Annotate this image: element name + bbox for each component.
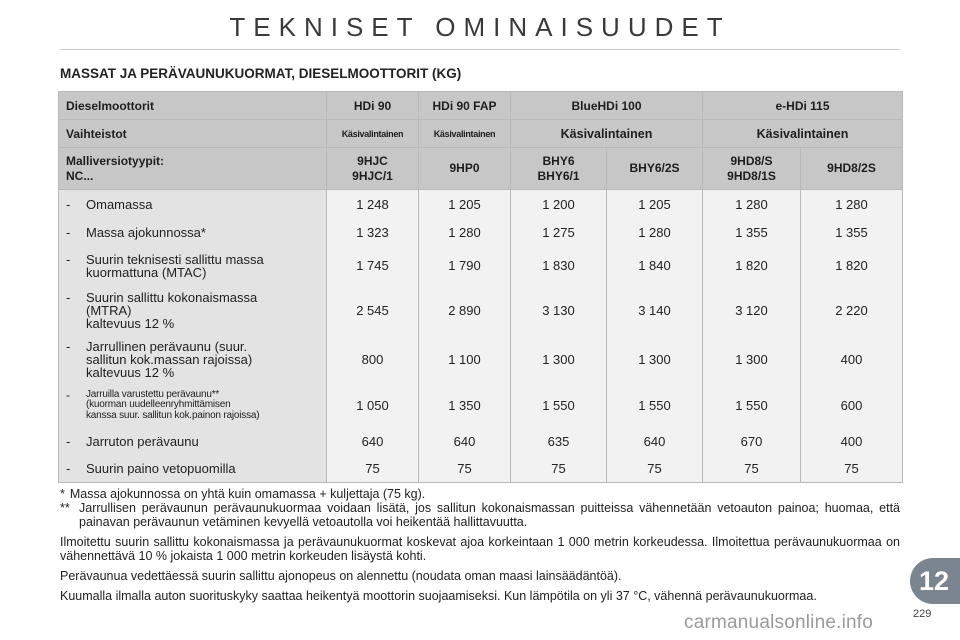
row-dash: - — [66, 251, 71, 267]
header-gearbox-2: Käsivalintainen — [419, 120, 511, 148]
row-label-line: Jarruton perävaunu — [86, 433, 199, 449]
table-cell: 1 300 — [511, 335, 607, 384]
table-cell: 400 — [801, 335, 903, 384]
table-cell: 1 840 — [607, 246, 703, 286]
table-cell: 3 140 — [607, 286, 703, 335]
table-cell: 75 — [419, 455, 511, 483]
header-engine-ehdi115: e-HDi 115 — [703, 92, 903, 120]
row-label — [59, 384, 327, 428]
version-code: BHY6/1 — [537, 168, 580, 183]
table-cell: 1 280 — [703, 190, 801, 219]
table-cell: 1 300 — [703, 335, 801, 384]
version-code-cell — [327, 148, 419, 190]
row-label-line: sallitun kok.massan rajoissa) — [86, 351, 253, 367]
note-temperature: Kuumalla ilmalla auton suorituskyky saattaa heikentyä moottorin suojaamiseksi. Kun lämpötila on yli 37 °C, vähennä perävaunukuormaa. — [60, 589, 817, 603]
table-cell: 75 — [801, 455, 903, 483]
table-cell: 1 790 — [419, 246, 511, 286]
chapter-badge: 12 — [910, 558, 960, 604]
section-heading: MASSAT JA PERÄVAUNUKUORMAT, DIESELMOOTTORIT (KG) — [60, 66, 462, 81]
table-cell: 1 350 — [419, 384, 511, 428]
table-cell: 1 275 — [511, 219, 607, 246]
table-cell: 2 545 — [327, 286, 419, 335]
table-row — [59, 455, 903, 483]
table-cell: 1 820 — [703, 246, 801, 286]
table-cell: 1 550 — [703, 384, 801, 428]
header-engine-hdi90fap: HDi 90 FAP — [419, 92, 511, 120]
row-dash: - — [66, 338, 71, 354]
row-dash: - — [66, 289, 71, 305]
row-label-line: Suurin teknisesti sallittu massa — [86, 251, 264, 267]
table-cell: 3 130 — [511, 286, 607, 335]
version-code: 9HD8/S — [730, 153, 773, 168]
header-engine-hdi90: HDi 90 — [327, 92, 419, 120]
footnote-1 — [60, 487, 900, 501]
table-cell: 1 830 — [511, 246, 607, 286]
table-cell: 75 — [327, 455, 419, 483]
row-label — [59, 219, 327, 246]
row-label — [59, 190, 327, 219]
table-cell: 1 200 — [511, 190, 607, 219]
row-label-line: Omamassa — [86, 196, 153, 212]
table-row — [59, 219, 903, 246]
header-engine-label: Dieselmoottorit — [59, 92, 327, 120]
row-label — [59, 335, 327, 384]
footnote-text: Massa ajokunnossa on yhtä kuin omamassa + kuljettaja (75 kg). — [69, 487, 426, 501]
note-altitude: Ilmoitettu suurin sallittu kokonaismassa ja perävaunukuormat koskevat ajoa korkeintaan 1 000 metrin korkeudessa. Ilmoitettua perävaunukuormaa on vähennettävä 10 % jokaista 1 000 metrin korkeuden lisäystä kohti. — [60, 535, 900, 563]
version-code: 9HD8/1S — [727, 168, 776, 183]
footnote-text: Jarrullisen perävaunun perävaunukuormaa voidaan lisätä, jos sallitun kokonaismassan puitteissa vähennetään vetoauton painoa; huomaa, että painavan perävaunun vetäminen kevyellä vetoautolla voi heikentää hallittavuutta. — [79, 501, 900, 529]
header-row-engine — [59, 92, 903, 120]
version-code-cell — [703, 148, 801, 190]
row-dash: - — [66, 433, 71, 449]
versions-label-line2: NC... — [66, 168, 94, 183]
table-cell: 1 550 — [511, 384, 607, 428]
version-code-cell — [511, 148, 607, 190]
footnote-2 — [60, 501, 900, 529]
table-cell: 600 — [801, 384, 903, 428]
table-row — [59, 335, 903, 384]
table-cell: 1 205 — [607, 190, 703, 219]
footnote-mark: ** — [60, 501, 70, 515]
table-cell: 1 820 — [801, 246, 903, 286]
row-label — [59, 455, 327, 483]
table-cell: 1 355 — [703, 219, 801, 246]
row-label-line: kaltevuus 12 % — [86, 315, 175, 331]
header-gearbox-label: Vaihteistot — [59, 120, 327, 148]
page-title: TEKNISET OMINAISUUDET — [229, 12, 731, 42]
row-label-line: Jarruilla varustettu perävaunu** — [86, 388, 220, 400]
version-code-cell — [607, 148, 703, 190]
table-cell: 1 280 — [801, 190, 903, 219]
row-label-line: Suurin paino vetopuomilla — [86, 460, 236, 476]
version-code: BHY6 — [542, 153, 575, 168]
row-label-line: kanssa suur. sallitun kok.painon rajoissa) — [86, 409, 260, 421]
header-row-versions — [59, 148, 903, 190]
row-label-line: kaltevuus 12 % — [86, 364, 175, 380]
table-cell: 670 — [703, 428, 801, 455]
header-gearbox-1: Käsivalintainen — [327, 120, 419, 148]
header-gearbox-3: Käsivalintainen — [511, 120, 703, 148]
table-cell: 2 890 — [419, 286, 511, 335]
row-label — [59, 286, 327, 335]
table-cell: 1 280 — [419, 219, 511, 246]
table-cell: 800 — [327, 335, 419, 384]
footnote-mark: * — [60, 487, 65, 501]
table-cell: 75 — [511, 455, 607, 483]
header-versions-label — [59, 148, 327, 190]
table-cell: 1 300 — [607, 335, 703, 384]
table-cell: 1 355 — [801, 219, 903, 246]
table-cell: 1 550 — [607, 384, 703, 428]
table-cell: 75 — [703, 455, 801, 483]
version-code: 9HD8/2S — [827, 161, 876, 175]
table-cell: 1 100 — [419, 335, 511, 384]
table-cell: 640 — [419, 428, 511, 455]
row-label — [59, 246, 327, 286]
page-number: 229 — [913, 608, 932, 620]
header-row-gearbox — [59, 120, 903, 148]
table-cell: 1 323 — [327, 219, 419, 246]
table-cell: 640 — [607, 428, 703, 455]
watermark: carmanualsonline.info — [684, 612, 874, 633]
row-label-line: Suurin sallittu kokonaismassa — [86, 289, 258, 305]
table-row — [59, 384, 903, 428]
row-label-line: (kuorman uudelleenryhmittämisen — [86, 399, 231, 411]
table-cell: 1 205 — [419, 190, 511, 219]
notes-section — [60, 487, 900, 603]
table-cell: 640 — [327, 428, 419, 455]
row-dash: - — [66, 387, 70, 402]
header-engine-bluehdi100: BlueHDi 100 — [511, 92, 703, 120]
table-row — [59, 286, 903, 335]
title-divider — [60, 49, 900, 50]
row-label-line: kuormattuna (MTAC) — [86, 264, 207, 280]
row-label-line: (MTRA) — [86, 302, 132, 318]
row-label — [59, 428, 327, 455]
table-cell: 400 — [801, 428, 903, 455]
row-label-line: Massa ajokunnossa* — [86, 224, 206, 240]
table-cell: 75 — [607, 455, 703, 483]
weights-table — [58, 91, 903, 483]
version-code-cell — [801, 148, 903, 190]
version-code: 9HJC/1 — [352, 168, 393, 183]
table-cell: 2 220 — [801, 286, 903, 335]
table-cell: 1 248 — [327, 190, 419, 219]
row-label-line: Jarrullinen perävaunu (suur. — [86, 338, 248, 354]
table-cell: 1 280 — [607, 219, 703, 246]
versions-label-line1: Malliversiotyypit: — [66, 153, 165, 168]
table-cell: 1 745 — [327, 246, 419, 286]
row-dash: - — [66, 460, 71, 476]
row-dash: - — [66, 224, 71, 240]
table-cell: 1 050 — [327, 384, 419, 428]
note-speed: Perävaunua vedettäessä suurin sallittu ajonopeus on alennettu (noudata oman maasi lainsäädäntöä). — [60, 569, 622, 583]
table-row — [59, 428, 903, 455]
version-code: 9HJC — [357, 153, 388, 168]
table-row — [59, 190, 903, 219]
table-cell: 635 — [511, 428, 607, 455]
table-row — [59, 246, 903, 286]
row-dash: - — [66, 196, 71, 212]
version-code: BHY6/2S — [629, 161, 680, 175]
header-gearbox-4: Käsivalintainen — [703, 120, 903, 148]
version-code: 9HP0 — [449, 161, 480, 175]
table-cell: 3 120 — [703, 286, 801, 335]
version-code-cell — [419, 148, 511, 190]
